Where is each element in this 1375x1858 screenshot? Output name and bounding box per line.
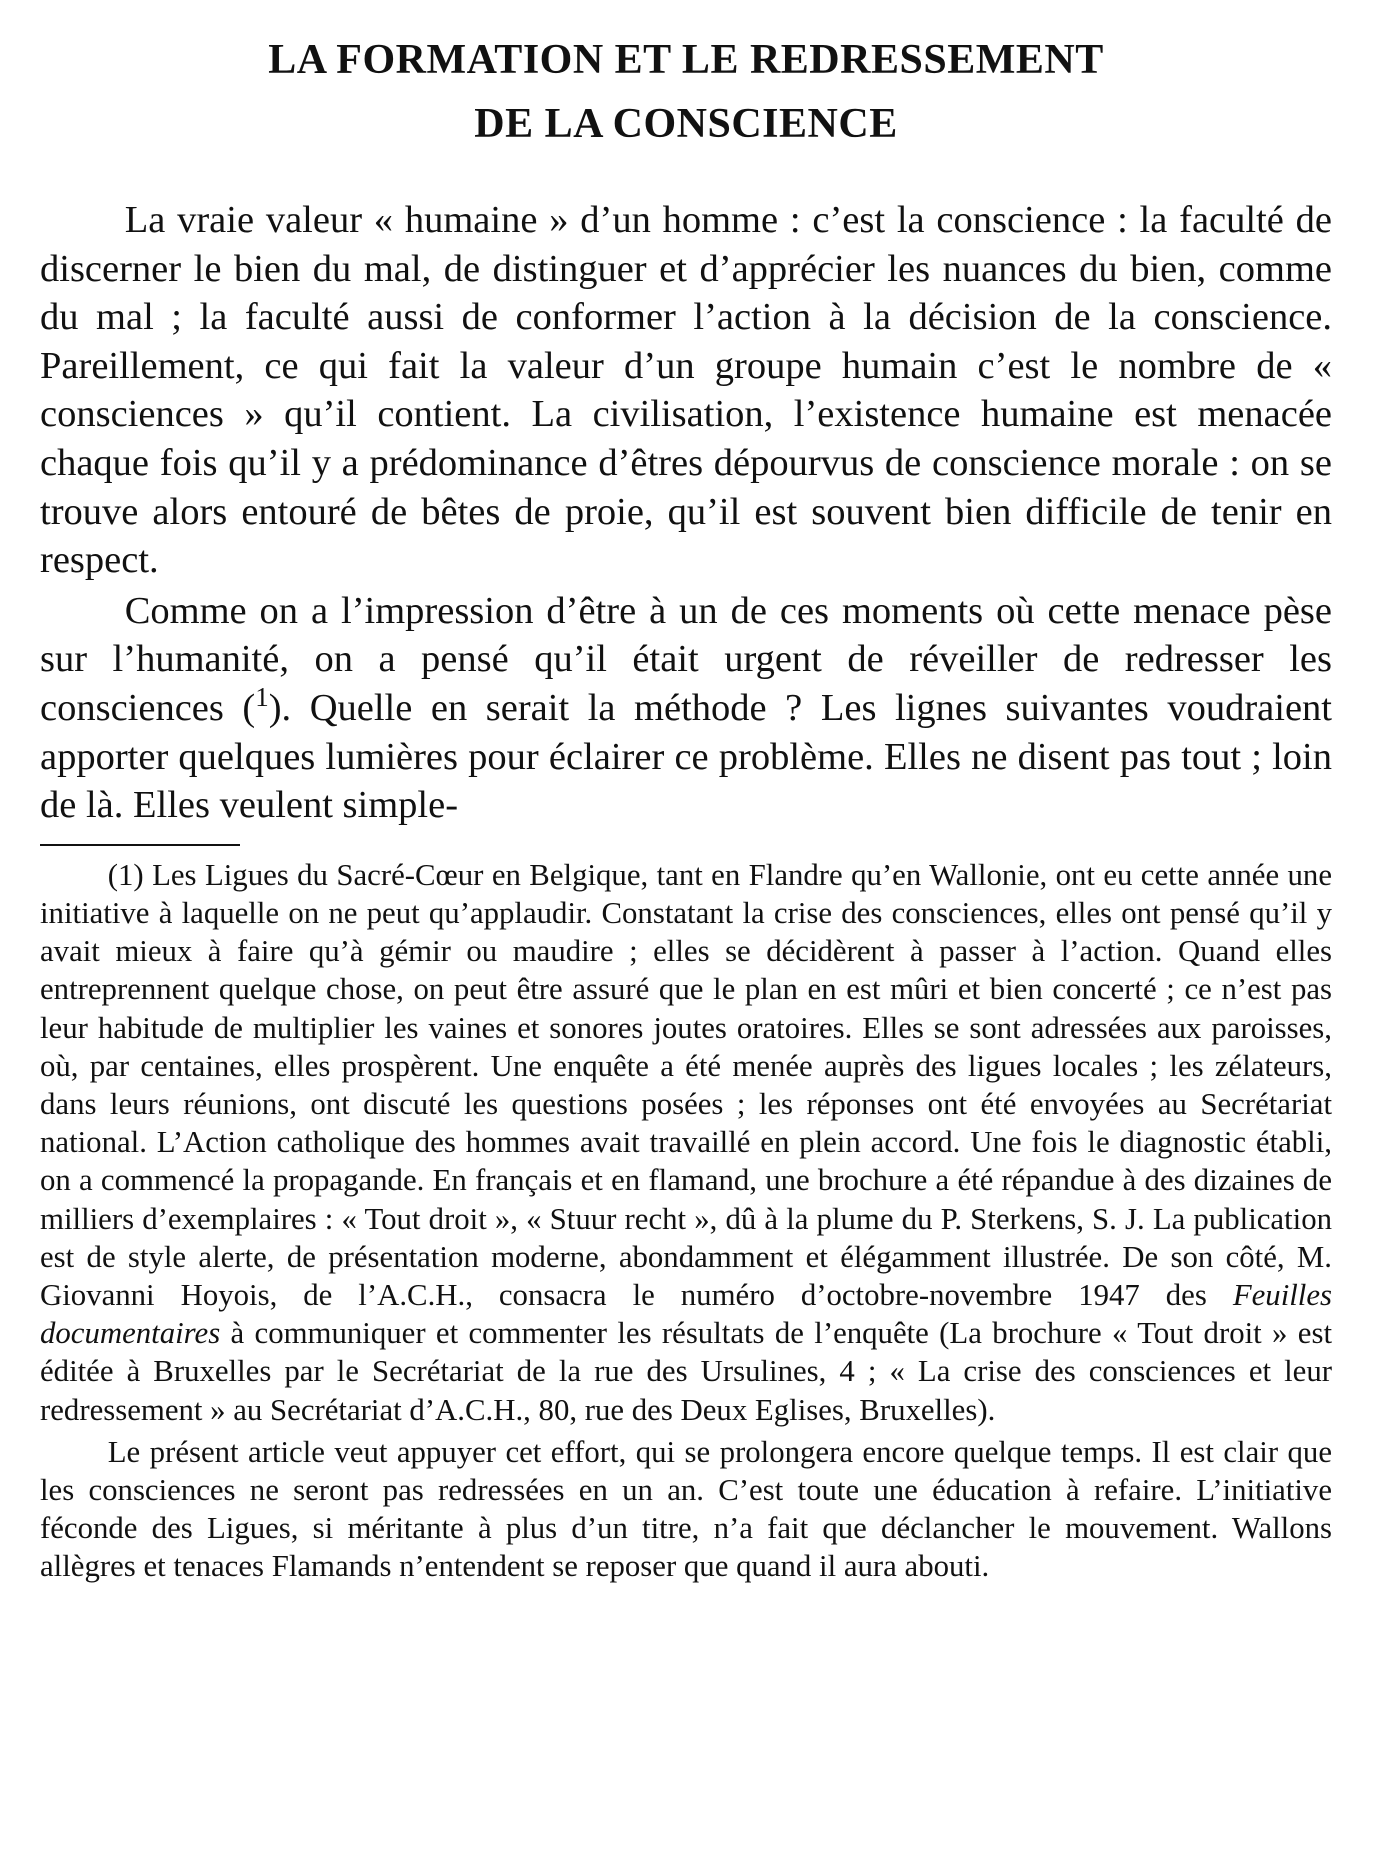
footnote-1-marker: (1) <box>107 857 144 892</box>
paragraph-2 <box>40 587 1332 830</box>
footnote-reference: 1 <box>255 682 269 713</box>
footnote-1 <box>40 856 1332 1429</box>
footnote-continuation: Le présent article veut appuyer cet effort, qui se prolongera encore quelque temps. Il est clair que les consciences ne seront pas redressées en un an. C’est toute une éducation à refaire. L’initiative féconde des Ligues, si méritante à plus d’un titre, n’a fait que déclancher le mouvement. Wallons allègres et tenaces Flamands n’entendent se reposer que quand il aura abouti. <box>40 1434 1332 1584</box>
paragraph-2-text-b: ). Quelle en serait la méthode ? Les lignes suivantes voudraient apporter quelques lumières pour éclairer ce problème. Elles ne disent pas tout ; loin de là. Elles veulent simple- <box>40 686 1332 827</box>
article-title <box>40 28 1332 156</box>
footnotes <box>40 856 1332 1586</box>
footnote-divider <box>40 844 240 846</box>
footnote-1-italic-title: Feuilles documentaires <box>40 1277 1333 1351</box>
paragraph-2-text-a: Comme on a l’impression d’être à un de ces moments où cette menace pèse sur l’humanité, on a pensé qu’il était urgent de réveiller de redresser les consciences ( <box>40 589 1332 729</box>
title-line-1: LA FORMATION ET LE REDRESSEMENT <box>268 37 1104 83</box>
footnote-1-text-a: Les Ligues du Sacré-Cœur en Belgique, tant en Flandre qu’en Wallonie, ont eu cette année une initiative à laquelle on ne peut qu’applaudir. Constatant la crise des consciences, elles ont pensé qu’il y avait mieux à faire qu’à gémir ou maudire ; elles se décidèrent à passer à l’action. Quand elles entreprennent quelque chose, on peut être assuré que le plan en est mûri et bien concerté ; ce n’est pas leur habitude de multiplier les vaines et sonores joutes oratoires. Elles se sont adressées aux paroisses, où, par centaines, elles prospèrent. Une enquête a été menée auprès des ligues locales ; les zélateurs, dans leurs réunions, ont discuté les questions posées ; les réponses ont été envoyées au Secrétariat national. L’Action catholique des hommes avait travaillé en plein accord. Une fois le diagnostic établi, on a commencé la propagande. En français et en flamand, une brochure a été répandue à des dizaines de milliers d’exemplaires : « Tout droit », « Stuur recht », dû à la plume du P. Sterkens, S. J. La publication est de style alerte, de présentation moderne, abondamment et élégamment illustrée. De son côté, M. Giovanni Hoyois, de l’A.C.H., consacra le numéro d’octobre-novembre 1947 des <box>40 857 1332 1312</box>
paragraph-1: La vraie valeur « humaine » d’un homme : c’est la conscience : la faculté de discerner le bien du mal, de distinguer et d’apprécier les nuances du bien, comme du mal ; la faculté aussi de conformer l’action à la décision de la conscience. Pareillement, ce qui fait la valeur d’un groupe humain c’est le nombre de « consciences » qu’il contient. La civilisation, l’existence humaine est menacée chaque fois qu’il y a prédominance d’êtres dépourvus de conscience morale : on se trouve alors entouré de bêtes de proie, qu’il est souvent bien difficile de tenir en respect. <box>40 199 1332 582</box>
article-body <box>40 196 1332 830</box>
footnote-1-text-b: à communiquer et commenter les résultats de l’enquête (La brochure « Tout droit » est éditée à Bruxelles par le Secrétariat de la rue des Ursulines, 4 ; « La crise des consciences et leur redressement » au Secrétariat d’A.C.H., 80, rue des Deux Eglises, Bruxelles). <box>40 1316 1332 1427</box>
title-line-2: DE LA CONSCIENCE <box>474 101 898 147</box>
article-page <box>40 28 1332 1586</box>
